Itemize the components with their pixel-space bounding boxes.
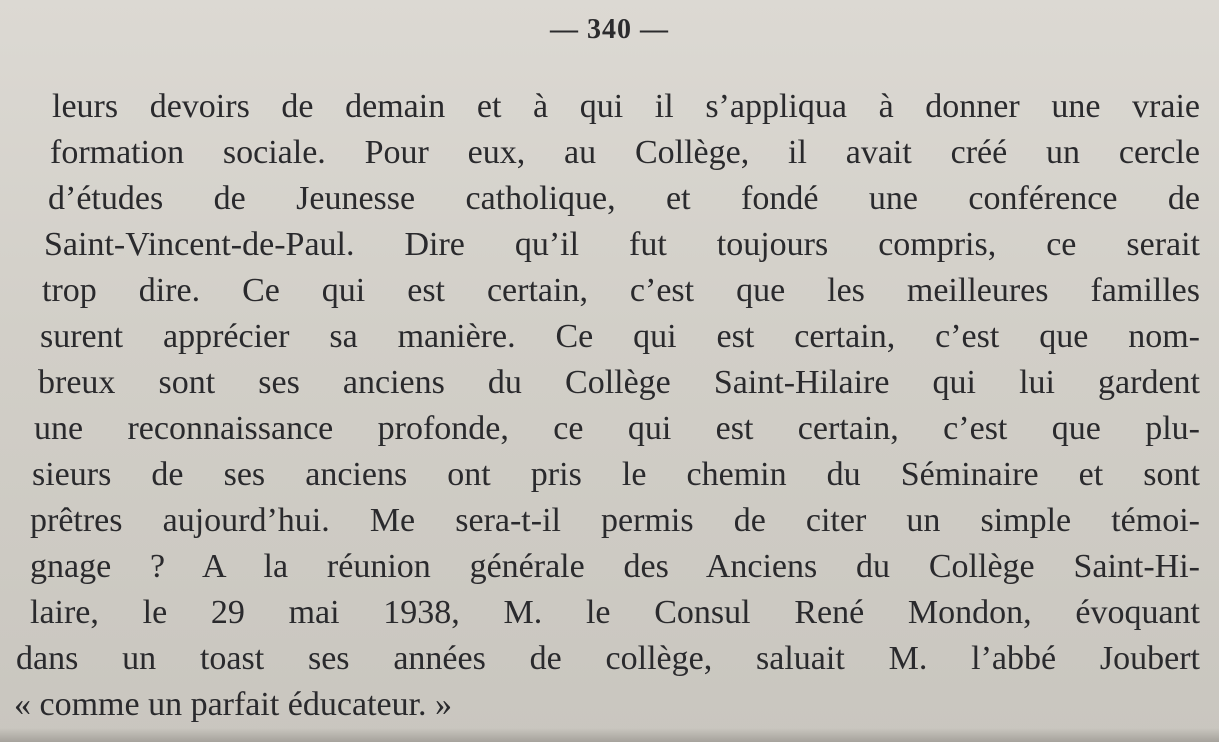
text-line: breux sont ses anciens du Collège Saint-Hilaire qui lui gardent	[38, 364, 1200, 401]
text-line: gnage ? A la réunion générale des Anciens du Collège Saint-Hi-	[30, 548, 1200, 585]
text-line: une reconnaissance profonde, ce qui est certain, c’est que plu-	[34, 410, 1200, 447]
body-text	[14, 84, 1200, 728]
page-number: — 340 —	[550, 14, 669, 45]
text-line: « comme un parfait éducateur. »	[14, 686, 453, 723]
text-line: d’études de Jeunesse catholique, et fondé une conférence de	[48, 180, 1200, 217]
text-line: sieurs de ses anciens ont pris le chemin du Séminaire et sont	[32, 456, 1200, 493]
text-line: leurs devoirs de demain et à qui il s’appliqua à donner une vraie	[52, 88, 1200, 125]
text-line: trop dire. Ce qui est certain, c’est que les meilleures familles	[42, 272, 1200, 309]
page-bottom-shadow	[0, 728, 1219, 742]
text-line: prêtres aujourd’hui. Me sera-t-il permis de citer un simple témoi-	[30, 502, 1200, 539]
text-line: Saint-Vincent-de-Paul. Dire qu’il fut toujours compris, ce serait	[44, 226, 1200, 263]
text-line: dans un toast ses années de collège, saluait M. l’abbé Joubert	[16, 640, 1200, 677]
text-line: formation sociale. Pour eux, au Collège, il avait créé un cercle	[50, 134, 1200, 171]
text-line: laire, le 29 mai 1938, M. le Consul René Mondon, évoquant	[30, 594, 1200, 631]
text-line: surent apprécier sa manière. Ce qui est certain, c’est que nom-	[40, 318, 1200, 355]
